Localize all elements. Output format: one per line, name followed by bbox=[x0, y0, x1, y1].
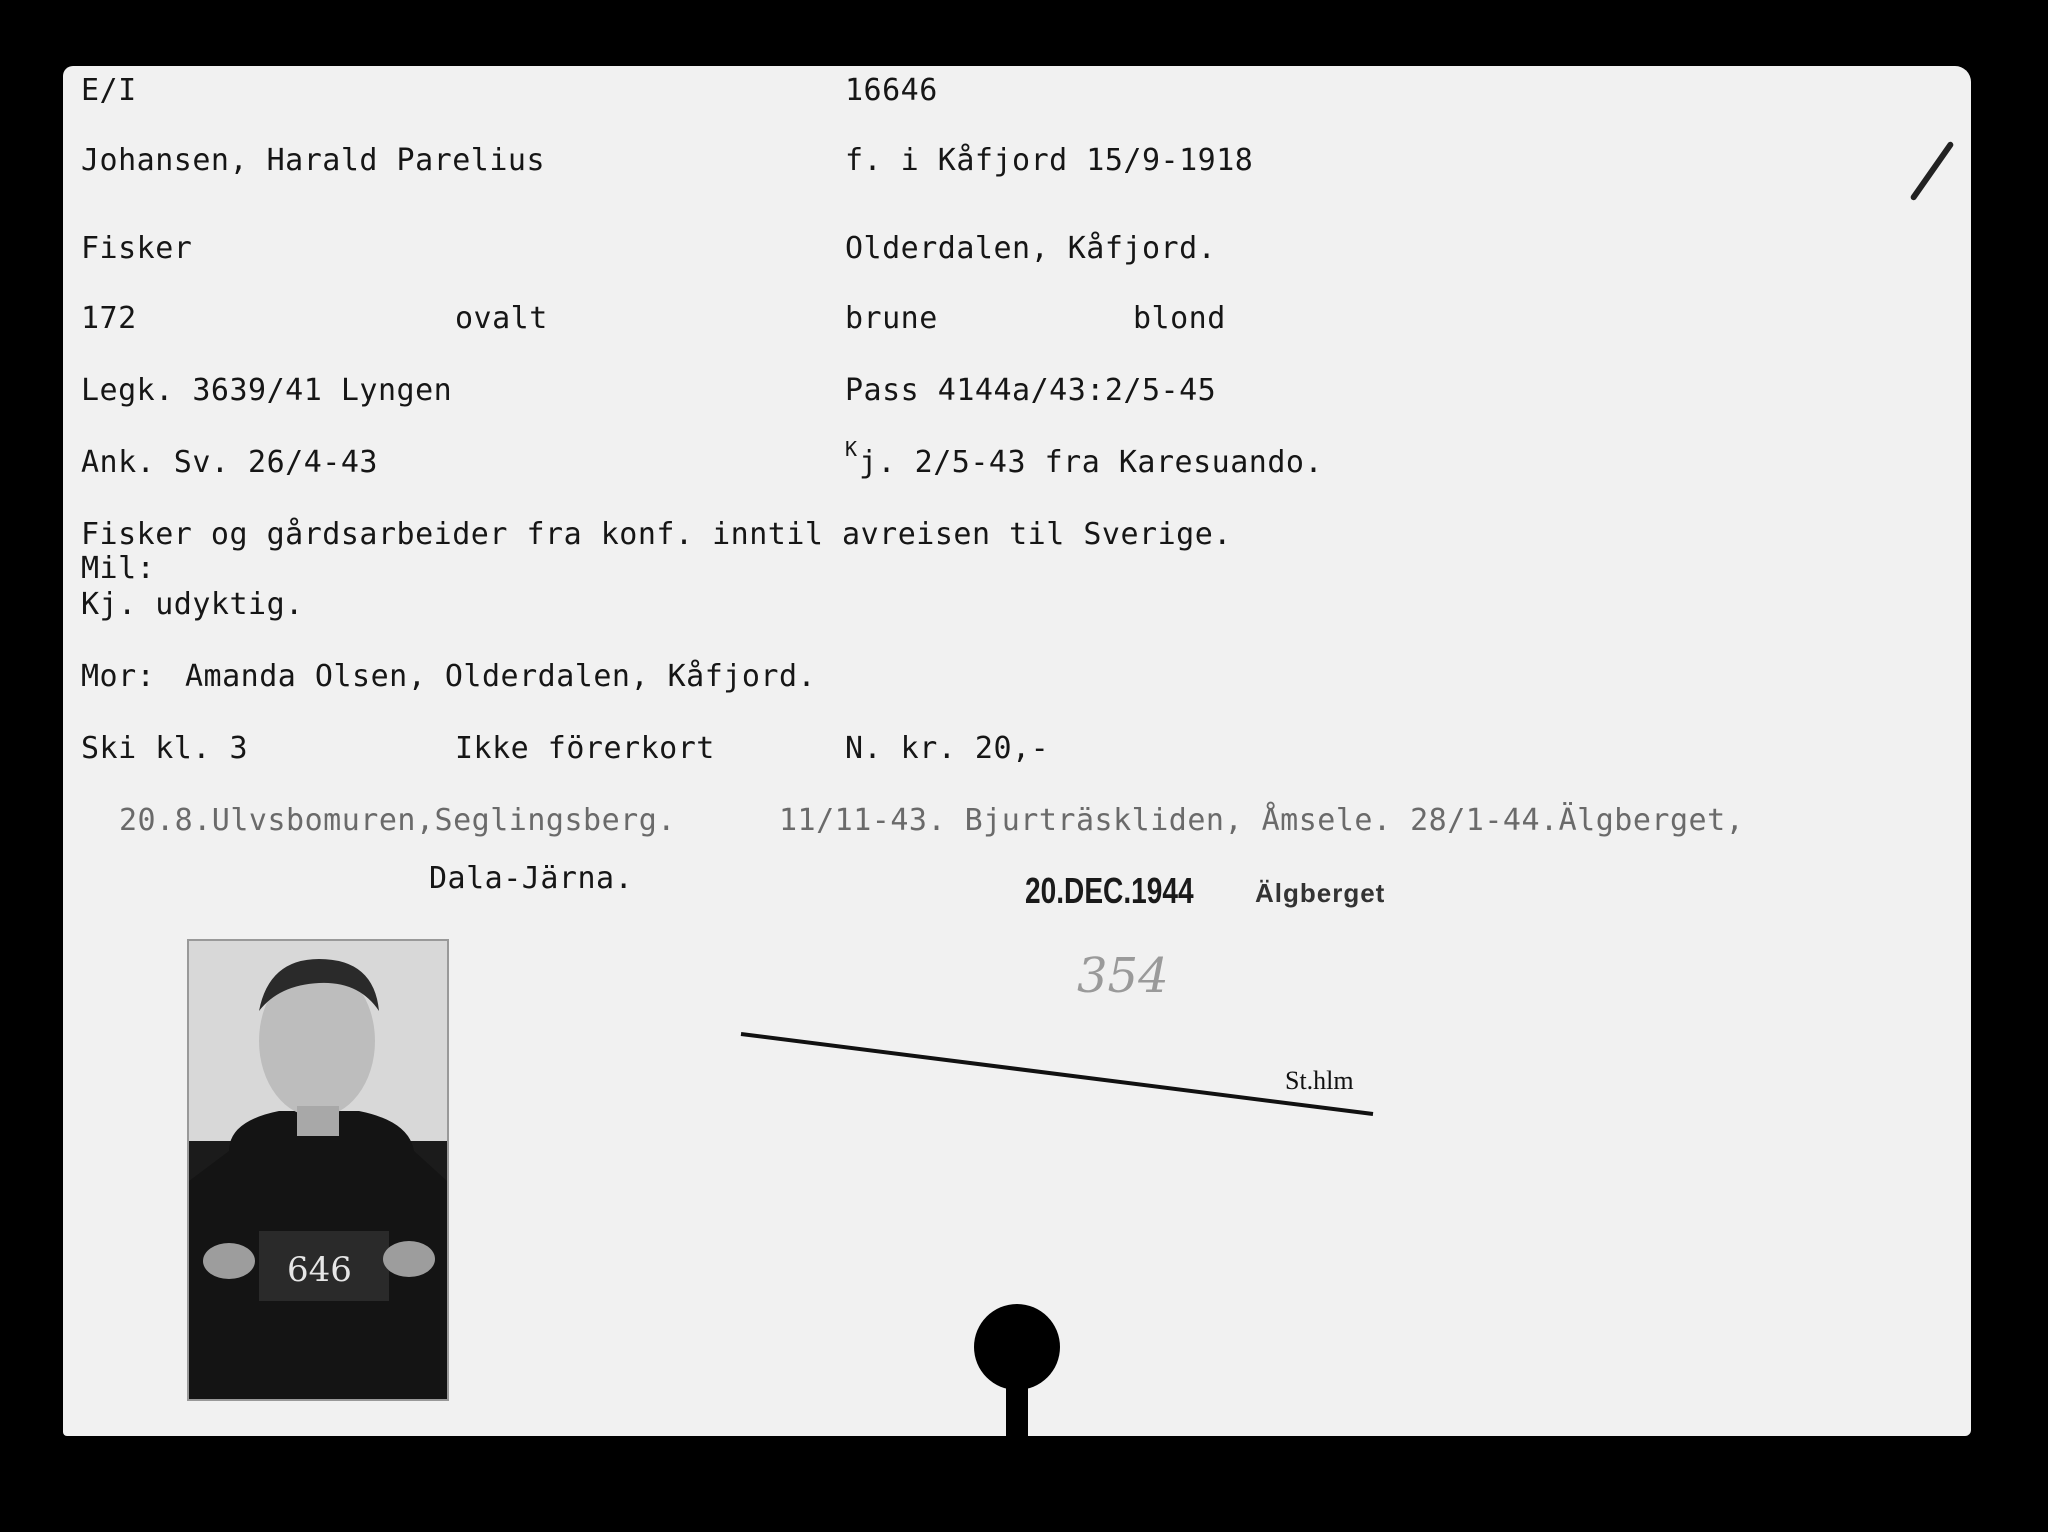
registration-card bbox=[63, 66, 1971, 1436]
kj-record: j. 2/5-43 fra Karesuando. bbox=[859, 445, 1324, 480]
license: Ikke förerkort bbox=[455, 731, 715, 766]
card-code: E/I bbox=[81, 73, 137, 108]
pass-record: Pass 4144a/43:2/5-45 bbox=[845, 373, 1217, 408]
note-work: Fisker og gårdsarbeider fra konf. inntil avreisen til Sverige. bbox=[81, 517, 1232, 552]
mother-label: Mor: bbox=[81, 659, 156, 694]
eye-color: brune bbox=[845, 301, 938, 336]
portrait-photo bbox=[187, 939, 449, 1401]
occupation: Fisker bbox=[81, 231, 193, 266]
money: N. kr. 20,- bbox=[845, 731, 1050, 766]
location-3: Dala-Järna. bbox=[429, 861, 634, 896]
card-number: 16646 bbox=[845, 73, 938, 108]
ski-class: Ski kl. 3 bbox=[81, 731, 249, 766]
person-name: Johansen, Harald Parelius bbox=[81, 143, 546, 178]
note-military: Kj. udyktig. bbox=[81, 587, 304, 622]
height: 172 bbox=[81, 301, 137, 336]
note-military-label: Mil: bbox=[81, 551, 156, 586]
punch-slot bbox=[1006, 1380, 1028, 1440]
legk-record: Legk. 3639/41 Lyngen bbox=[81, 373, 453, 408]
photo-number: 646 bbox=[287, 1250, 352, 1290]
place-stamp: Älgberget bbox=[1255, 878, 1386, 908]
face-shape: ovalt bbox=[455, 301, 548, 336]
pencil-number: 354 bbox=[1077, 948, 1169, 1004]
location-2: 11/11-43. Bjurträskliden, Åmsele. 28/1-44.Älgberget, bbox=[779, 803, 1745, 838]
mother-info: Amanda Olsen, Olderdalen, Kåfjord. bbox=[185, 659, 817, 694]
hair-color: blond bbox=[1133, 301, 1226, 336]
kj-superscript: K bbox=[845, 437, 858, 461]
birth-info: f. i Kåfjord 15/9-1918 bbox=[845, 143, 1254, 178]
location-1: 20.8.Ulvsbomuren,Seglingsberg. bbox=[119, 803, 676, 838]
date-stamp: 20.DEC.1944 bbox=[1025, 870, 1194, 911]
portrait-image bbox=[189, 941, 447, 1399]
residence: Olderdalen, Kåfjord. bbox=[845, 231, 1217, 266]
signature: St.hlm bbox=[1285, 1066, 1354, 1095]
arrival-record: Ank. Sv. 26/4-43 bbox=[81, 445, 378, 480]
punch-hole bbox=[974, 1304, 1060, 1390]
